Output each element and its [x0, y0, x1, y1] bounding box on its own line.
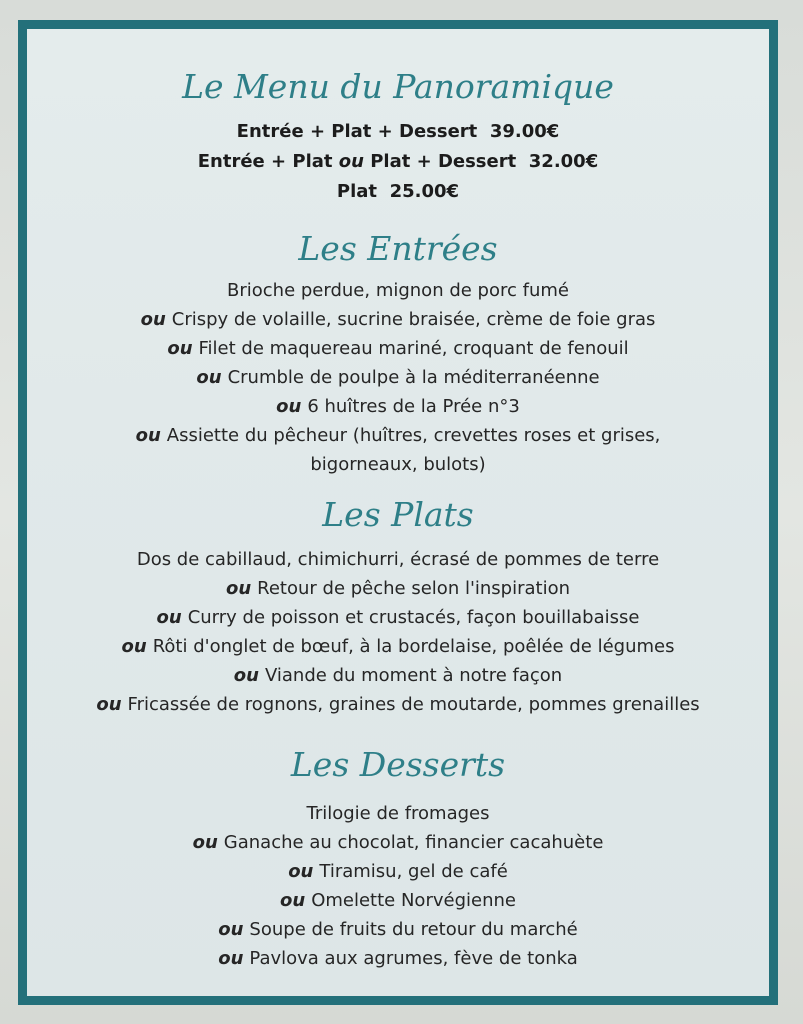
- menu-item-entree: [27, 425, 769, 446]
- ou-word: ou: [167, 338, 193, 359]
- menu-item-text: Ganache au chocolat, financier cacahuète: [223, 832, 604, 853]
- ou-word: ou: [156, 607, 182, 628]
- ou-word: ou: [276, 396, 302, 417]
- ou-word: ou: [288, 861, 314, 882]
- formula-choice-ou: ou: [338, 151, 364, 172]
- menu-item-dessert: [27, 948, 769, 969]
- menu-item-text: Curry de poisson et crustacés, façon bouillabaisse: [187, 607, 640, 628]
- menu-item-plat: [27, 578, 769, 599]
- menu-item-text: Omelette Norvégienne: [311, 890, 516, 911]
- menu-item-text: Crispy de volaille, sucrine braisée, crème de foie gras: [171, 309, 656, 330]
- ou-word: ou: [218, 948, 244, 969]
- menu-item-dessert: [27, 919, 769, 940]
- menu-item-plat: [27, 607, 769, 628]
- menu-item-text: Retour de pêche selon l'inspiration: [257, 578, 571, 599]
- formula-full-label: Entrée + Plat + Dessert: [236, 121, 478, 142]
- menu-item-text: Trilogie de fromages: [306, 803, 490, 824]
- menu-item-dessert: [27, 890, 769, 911]
- menu-item-text: Tiramisu, gel de café: [319, 861, 508, 882]
- formula-plat-label: Plat: [336, 181, 378, 202]
- menu-item-entree: [27, 367, 769, 388]
- menu-item-entree: [27, 309, 769, 330]
- formula-full: [27, 121, 769, 142]
- section-heading-desserts: Les Desserts: [290, 745, 506, 784]
- formula-choice-pre: Entrée + Plat: [197, 151, 339, 172]
- menu-item-text: 6 huîtres de la Prée n°3: [307, 396, 520, 417]
- menu-item-plat: [27, 665, 769, 686]
- menu-card: [18, 20, 778, 1005]
- menu-item-text: Brioche perdue, mignon de porc fumé: [227, 280, 569, 301]
- menu-item-dessert: [27, 832, 769, 853]
- section-heading-plats: Les Plats: [322, 495, 474, 534]
- ou-word: ou: [96, 694, 122, 715]
- formula-choice-price: 32.00€: [528, 151, 599, 172]
- menu-item-text: Filet de maquereau mariné, croquant de fenouil: [198, 338, 629, 359]
- menu-item-dessert: [27, 803, 769, 824]
- menu-item-text: Rôti d'onglet de bœuf, à la bordelaise, poêlée de légumes: [152, 636, 675, 657]
- ou-word: ou: [233, 665, 259, 686]
- menu-item-text: bigorneaux, bulots): [310, 454, 486, 475]
- menu-item-plat: [27, 549, 769, 570]
- menu-item-dessert: [27, 861, 769, 882]
- formula-full-price: 39.00€: [489, 121, 560, 142]
- section-heading-entrees: Les Entrées: [298, 229, 498, 268]
- menu-item-plat: [27, 694, 769, 715]
- ou-word: ou: [225, 578, 252, 599]
- formula-plat-price: 25.00€: [389, 181, 460, 202]
- menu-item-text: Dos de cabillaud, chimichurri, écrasé de pommes de terre: [136, 549, 660, 570]
- menu-item-entree: [27, 454, 769, 475]
- ou-word: ou: [192, 832, 218, 853]
- menu-item-entree: [27, 338, 769, 359]
- formula-plat: [27, 181, 769, 202]
- menu-title: Le Menu du Panoramique: [182, 67, 614, 106]
- menu-item-text: Assiette du pêcheur (huîtres, crevettes roses et grises,: [166, 425, 661, 446]
- formula-choice: [27, 151, 769, 172]
- menu-item-entree: [27, 280, 769, 301]
- menu-item-text: Fricassée de rognons, graines de moutarde, pommes grenailles: [127, 694, 700, 715]
- menu-item-text: Viande du moment à notre façon: [264, 665, 563, 686]
- ou-word: ou: [280, 890, 306, 911]
- menu-item-plat: [27, 636, 769, 657]
- ou-word: ou: [121, 636, 147, 657]
- menu-item-text: Pavlova aux agrumes, fève de tonka: [249, 948, 578, 969]
- formula-choice-post: Plat + Dessert: [363, 151, 517, 172]
- menu-item-text: Soupe de fruits du retour du marché: [249, 919, 578, 940]
- ou-word: ou: [140, 309, 166, 330]
- ou-word: ou: [135, 425, 161, 446]
- ou-word: ou: [196, 367, 222, 388]
- menu-item-text: Crumble de poulpe à la méditerranéenne: [227, 367, 600, 388]
- ou-word: ou: [218, 919, 244, 940]
- menu-item-entree: [27, 396, 769, 417]
